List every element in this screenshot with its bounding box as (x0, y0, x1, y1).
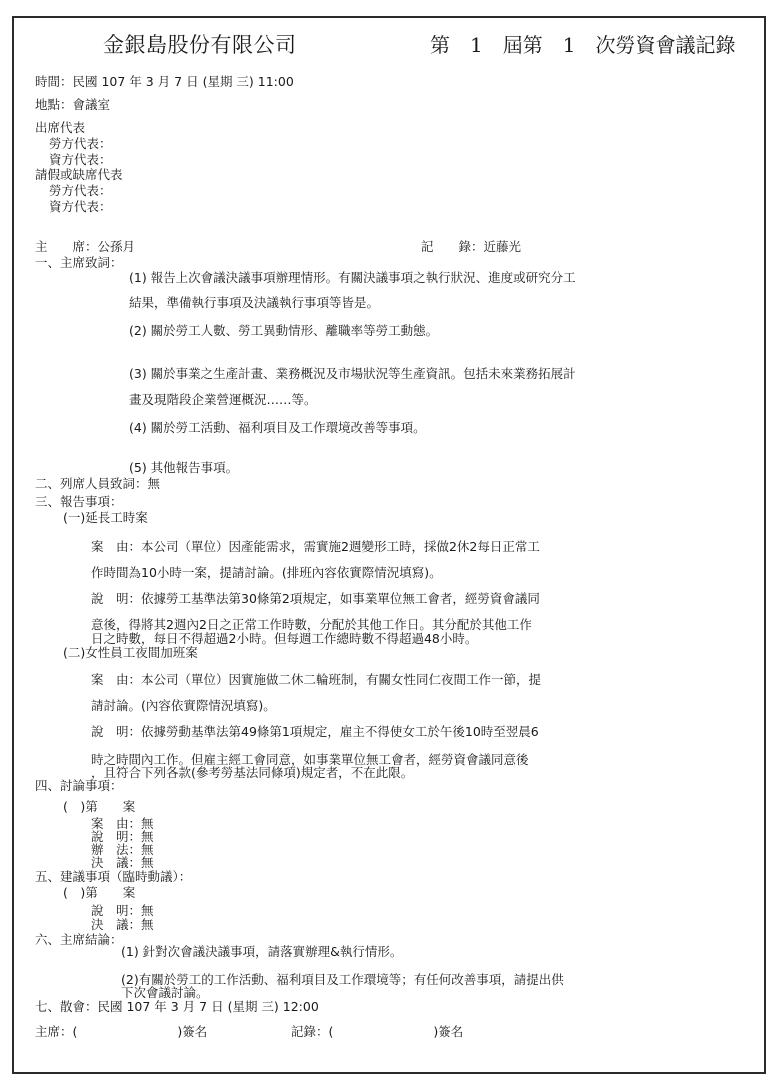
report-item1-line: 日之時數，每日不得超過2小時。但每週工作總時數不得超過48小時。 (91, 631, 478, 646)
discussion-line: 說 明：無 (91, 829, 154, 844)
present-mgmt: 資方代表： (49, 152, 112, 167)
section1-line: (1) 報告上次會議決議事項辦理情形。有關決議事項之執行狀況、進度或研究分工 (129, 270, 576, 285)
section6-heading: 六、主席結論： (35, 932, 123, 947)
discussion-line: 辦 法：無 (91, 842, 154, 857)
meeting-title: 第 1 屆第 1 次勞資會議記錄 (430, 33, 736, 57)
proposal-line: 說 明：無 (91, 903, 154, 918)
report-item1-line: 說 明：依據勞工基準法第30條第2項規定，如事業單位無工會者，經勞資會議同 (91, 591, 540, 606)
report-item1-line: 意後，得將其2週內2日之正常工作時數，分配於其他工作日。其分配於其他工作 (91, 617, 532, 632)
conclusion-line: (2)有關於勞工的工作活動、福利項目及工作環境等；有任何改善事項，請提出供 (121, 972, 564, 987)
section1-line: 結果，準備執行事項及決議執行事項等皆是。 (129, 295, 380, 310)
discussion-case-number: ( )第 案 (63, 799, 136, 814)
report-item2-line: 案 由：本公司（單位）因實施做二休二輪班制，有關女性同仁夜間工作一節，提 (91, 672, 542, 687)
section1-line: (2) 關於勞工人數、勞工異動情形、離職率等勞工動態。 (129, 323, 439, 338)
recorder-name: 記 錄：近藤光 (421, 239, 522, 254)
section4-heading: 四、討論事項： (35, 778, 123, 793)
report-item1-line: 案 由：本公司（單位）因產能需求，需實施2週變形工時，採做2休2每日正常工 (91, 539, 540, 554)
chair-name: 主 席：公孫月 (35, 239, 136, 254)
report-item2-line: ，且符合下列各款(參考勞基法同條項)規定者，不在此限。 (91, 765, 414, 780)
meeting-time: 時間：民國 107 年 3 月 7 日 (星期 三) 11:00 (35, 74, 294, 89)
report-item1-title: (一)延長工時案 (63, 510, 148, 525)
discussion-line: 決 議：無 (91, 855, 154, 870)
report-item2-line: 說 明：依據勞動基準法第49條第1項規定，雇主不得使女工於午後10時至翌晨6 (91, 724, 539, 739)
discussion-line: 案 由：無 (91, 816, 154, 831)
section2-heading: 二、列席人員致詞：無 (35, 476, 161, 491)
report-item2-line: 時之時間內工作。但雇主經工會同意，如事業單位無工會者，經勞資會議同意後 (91, 752, 529, 767)
meeting-place: 地點：會議室 (35, 97, 111, 112)
section1-line: (3) 關於事業之生產計畫、業務概況及市場狀況等生產資訊。包括未來業務拓展計 (129, 366, 576, 381)
conclusion-line: 下次會議討論。 (121, 985, 209, 1000)
chair-signature: 主席：( )簽名 (35, 1024, 208, 1039)
section1-line: (5) 其他報告事項。 (129, 460, 239, 475)
section1-line: 畫及現階段企業營運概況……等。 (129, 392, 317, 407)
absent-heading: 請假或缺席代表 (35, 167, 123, 182)
company-name: 金銀島股份有限公司 (103, 33, 297, 57)
adjourn-time: 七、散會：民國 107 年 3 月 7 日 (星期 三) 12:00 (35, 999, 319, 1014)
section3-heading: 三、報告事項： (35, 494, 123, 509)
report-item2-line: 請討論。(內容依實際情況填寫)。 (91, 698, 276, 713)
absent-mgmt: 資方代表： (49, 199, 112, 214)
present-heading: 出席代表 (35, 120, 86, 135)
absent-labor: 勞方代表： (49, 183, 112, 198)
section1-heading: 一、主席致詞： (35, 255, 123, 270)
present-labor: 勞方代表： (49, 136, 112, 151)
report-item2-title: (二)女性員工夜間加班案 (63, 645, 198, 660)
proposal-case-number: ( )第 案 (63, 885, 136, 900)
proposal-line: 決 議：無 (91, 917, 154, 932)
report-item1-line: 作時間為10小時一案，提請討論。(排班內容依實際情況填寫)。 (91, 565, 442, 580)
conclusion-line: (1) 針對次會議決議事項，請落實辦理&執行情形。 (121, 944, 403, 959)
section5-heading: 五、建議事項（臨時動議）： (35, 869, 192, 884)
section1-line: (4) 關於勞工活動、福利項目及工作環境改善等事項。 (129, 420, 426, 435)
recorder-signature: 記錄：( )簽名 (291, 1024, 464, 1039)
